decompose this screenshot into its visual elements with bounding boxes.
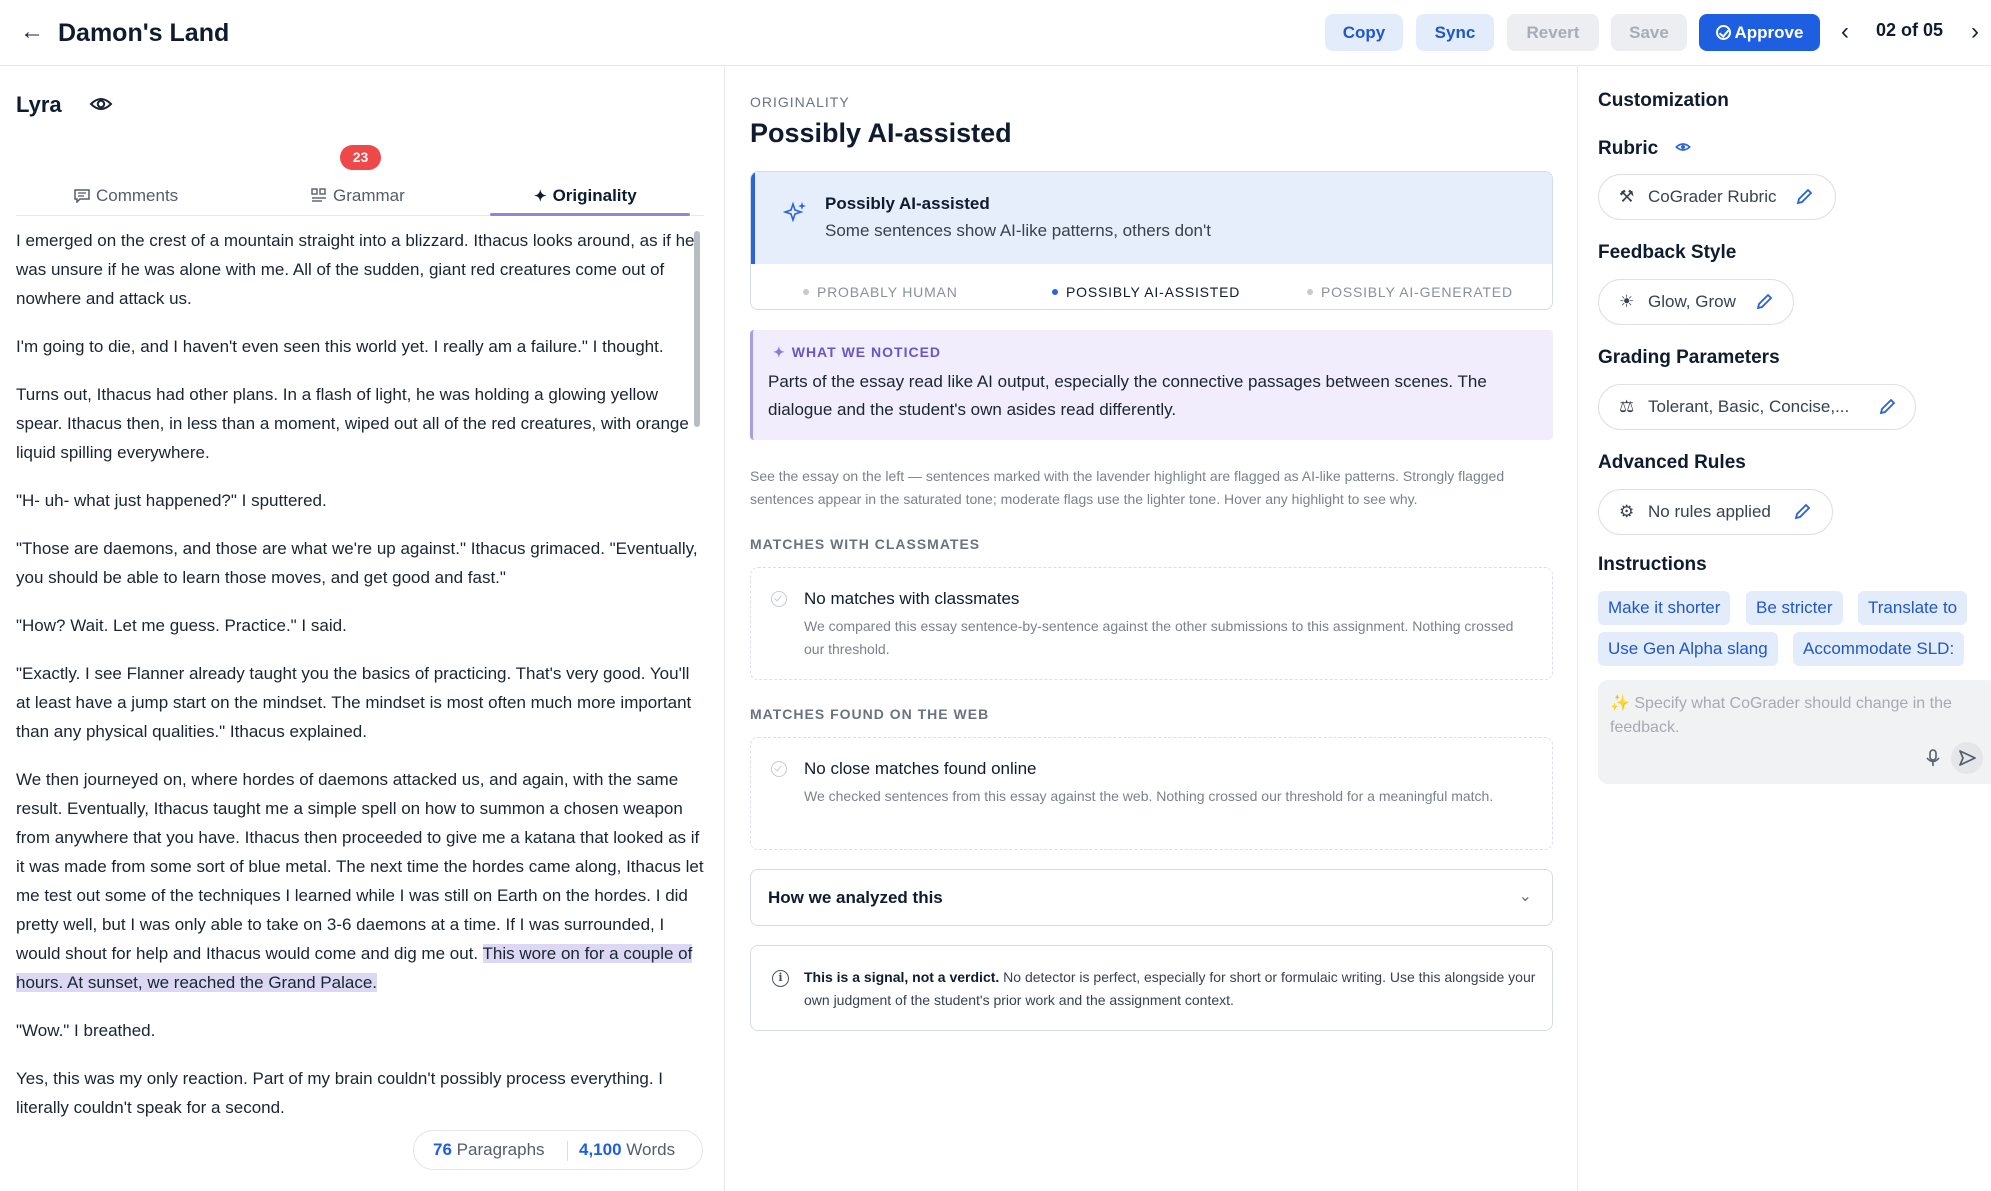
essay-paragraph: I emerged on the crest of a mountain straight into a blizzard. Ithacus looks around, as if he was unsure if he was alone with me. All of the sudden, giant red creatures come out of nowhere and attack us.	[16, 231, 695, 308]
match-title: No matches with classmates	[804, 589, 1020, 608]
word-count-pill	[413, 1130, 703, 1170]
signal-disclaimer	[750, 945, 1553, 1031]
customization-panel	[1578, 66, 1991, 1191]
essay-paragraph: Turns out, Ithacus had other plans. In a flash of light, he was holding a glowing yellow spear. Ithacus then, in less than a moment, wiped out all of the red creatures, with orange liquid spilling everywhere.	[16, 385, 689, 462]
assignment-title: Damon's Land	[58, 19, 230, 47]
originality-panel	[725, 66, 1578, 1191]
instruction-chip[interactable]: Be stricter	[1746, 591, 1843, 625]
grading-parameters-heading: Grading Parameters	[1598, 347, 1780, 368]
verdict-card	[750, 171, 1553, 310]
rubric-value: CoGrader Rubric	[1648, 187, 1777, 206]
check-circle-icon	[771, 761, 787, 777]
pencil-icon[interactable]	[1792, 502, 1812, 522]
web-caption: MATCHES FOUND ON THE WEB	[750, 706, 990, 722]
pencil-icon[interactable]	[1877, 397, 1897, 417]
student-name: Lyra	[16, 92, 62, 117]
magic-wand-icon: ⚒	[1619, 187, 1635, 206]
pencil-icon[interactable]	[1794, 187, 1814, 207]
sync-button[interactable]: Sync	[1416, 14, 1494, 51]
grammar-count-badge: 23	[340, 145, 381, 170]
tab-originality[interactable]	[534, 178, 637, 216]
classmates-match-card	[750, 567, 1553, 680]
classmates-caption: MATCHES WITH CLASSMATES	[750, 536, 981, 552]
essay-paragraph: "H- uh- what just happened?" I sputtered.	[16, 491, 327, 510]
scale-possibly-ai-assisted: POSSIBLY AI-ASSISTED	[1052, 284, 1240, 300]
tab-grammar-label: Grammar	[333, 186, 405, 205]
scale-possibly-ai-generated: POSSIBLY AI-GENERATED	[1307, 284, 1513, 300]
instruction-placeholder: ✨ Specify what CoGrader should change in the feedback.	[1610, 695, 1952, 736]
instructions-heading: Instructions	[1598, 554, 1707, 575]
essay-paragraph: "Those are daemons, and those are what we're up against." Ithacus grimaced. "Eventually, you should be able to learn those moves, and get good and fast."	[16, 539, 698, 587]
instruction-chip[interactable]: Use Gen Alpha slang	[1598, 632, 1778, 666]
revert-button[interactable]: Revert	[1507, 14, 1599, 51]
rubric-selector[interactable]	[1598, 174, 1836, 220]
copy-button[interactable]: Copy	[1325, 14, 1403, 51]
feedback-style-heading: Feedback Style	[1598, 242, 1737, 263]
tab-grammar[interactable]	[311, 178, 405, 216]
feedback-style-selector[interactable]	[1598, 279, 1794, 325]
match-title: No close matches found online	[804, 759, 1037, 778]
check-circle-icon	[771, 591, 787, 607]
approve-button[interactable]	[1699, 14, 1820, 51]
eye-icon[interactable]	[1675, 141, 1691, 153]
sparkles-icon: ✦	[773, 344, 786, 360]
customization-heading: Customization	[1598, 90, 1729, 111]
send-icon	[1951, 742, 1983, 774]
save-button[interactable]: Save	[1611, 14, 1687, 51]
divider	[567, 1141, 568, 1161]
tab-originality-label: Originality	[552, 186, 637, 205]
section-caption: ORIGINALITY	[750, 94, 850, 110]
comment-icon	[74, 188, 90, 203]
lightbulb-icon: ☀	[1619, 292, 1635, 311]
disclaimer-text: This is a signal, not a verdict. No detector is perfect, especially for short or formulaic writing. Use this alongside your own judgment of the student's prior work and the assignment context.	[804, 969, 1536, 1008]
top-bar	[0, 0, 1991, 66]
word-count: 4,100 Words	[579, 1140, 676, 1159]
essay-paragraph: "How? Wait. Let me guess. Practice." I said.	[16, 616, 347, 635]
instruction-input[interactable]	[1598, 680, 1991, 784]
verdict-title: Possibly AI-assisted	[825, 194, 990, 213]
essay-paragraph: I'm going to die, and I haven't even seen this world yet. I really am a failure." I thought.	[16, 337, 664, 356]
advanced-rules-selector[interactable]	[1598, 489, 1833, 535]
rubric-heading: Rubric	[1598, 138, 1691, 160]
essay-tabs	[16, 178, 704, 216]
verdict-banner	[751, 172, 1553, 264]
sparkles-icon	[783, 200, 807, 224]
tab-comments-label: Comments	[96, 186, 179, 205]
advanced-rules-value: No rules applied	[1648, 502, 1771, 521]
eye-icon[interactable]	[89, 94, 113, 114]
send-button[interactable]	[1951, 742, 1983, 774]
chevron-down-icon: ⌄	[1518, 888, 1532, 905]
sparkles-icon: ✦	[534, 188, 547, 205]
essay-scrollbar[interactable]	[694, 231, 700, 427]
essay-panel	[0, 66, 725, 1191]
instruction-chip[interactable]: Make it shorter	[1598, 591, 1730, 625]
essay-paragraph	[16, 765, 706, 997]
ai-flagged-highlight[interactable]: This wore on for a couple of hours. At sunset, we reached the Grand Palace.	[16, 944, 693, 992]
instruction-chip[interactable]: Translate to	[1858, 591, 1967, 625]
next-chevron-icon[interactable]: ›	[1971, 18, 1979, 45]
originality-title: Possibly AI-assisted	[750, 118, 1012, 148]
scale-icon: ⚖	[1619, 397, 1635, 416]
approve-label: Approve	[1734, 23, 1804, 42]
how-we-analyzed-accordion[interactable]	[750, 869, 1553, 926]
essay-sentence: We then journeyed on, where hordes of daemons attacked us, and again, with the same result. Eventually, Ithacus taught me a simple spell on how to summon a chosen weapon from anywhere that you have. Ithacus then proceeded to give me a katana that looked as if it was made from some sort of blue metal. The next time the hordes came along, Ithacus let me test out some of the techniques I learned while I was still on Earth on the hordes. I did pretty well, but I was only able to take on 3-6 daemons at a time. If I was surrounded, I would shout for help and Ithacus would come and dig me out.	[16, 770, 704, 963]
tab-comments[interactable]	[74, 178, 178, 216]
paragraph-count: 76 Paragraphs	[433, 1140, 545, 1159]
verdict-subtitle: Some sentences show AI-like patterns, others don't	[825, 221, 1211, 240]
check-circle-icon	[1716, 25, 1731, 40]
instruction-chip[interactable]: Accommodate SLD:	[1793, 632, 1964, 666]
essay-text	[16, 226, 706, 1141]
microphone-icon[interactable]	[1923, 748, 1943, 768]
noticed-caption: ✦ WHAT WE NOTICED	[773, 344, 942, 360]
feedback-style-value: Glow, Grow	[1648, 292, 1736, 311]
advanced-rules-heading: Advanced Rules	[1598, 452, 1746, 473]
gear-icon: ⚙	[1619, 502, 1635, 521]
pencil-icon[interactable]	[1754, 292, 1774, 312]
grammar-icon	[311, 188, 327, 203]
noticed-text: Parts of the essay read like AI output, especially the connective passages between scenes. The dialogue and the student's own asides read differently.	[768, 372, 1487, 419]
highlight-explanation: See the essay on the left — sentences marked with the lavender highlight are flagged as AI-like patterns. Strongly flagged sentences appear in the saturated tone; moderate flags use the lighter tone. Hover any highlight to see why.	[750, 468, 1505, 507]
prev-chevron-icon[interactable]: ‹	[1841, 18, 1849, 45]
essay-paragraph: "Wow." I breathed.	[16, 1021, 156, 1040]
back-arrow-icon[interactable]: ←	[20, 18, 44, 45]
grading-parameters-value: Tolerant, Basic, Concise,...	[1648, 397, 1850, 416]
pager-count: 02 of 05	[1876, 20, 1944, 40]
what-we-noticed-card	[750, 330, 1553, 440]
match-description: We compared this essay sentence-by-sentence against the other submissions to this assignment. Nothing crossed our threshold.	[804, 618, 1514, 657]
match-description: We checked sentences from this essay against the web. Nothing crossed our threshold for a meaningful match.	[804, 788, 1494, 804]
grading-parameters-selector[interactable]	[1598, 384, 1916, 430]
essay-paragraph: "Exactly. I see Flanner already taught you the basics of practicing. That's very good. You'll at least have a jump start on the mindset. The mindset is most often much more important than any physical qualities." Ithacus explained.	[16, 664, 692, 741]
active-tab-indicator	[490, 213, 690, 216]
accordion-title: How we analyzed this	[768, 888, 943, 907]
info-icon: i	[772, 970, 789, 987]
web-match-card	[750, 737, 1553, 850]
scale-probably-human: PROBABLY HUMAN	[803, 284, 958, 300]
essay-paragraph: Yes, this was my only reaction. Part of my brain couldn't possibly process everything. I literally couldn't speak for a second.	[16, 1069, 664, 1117]
